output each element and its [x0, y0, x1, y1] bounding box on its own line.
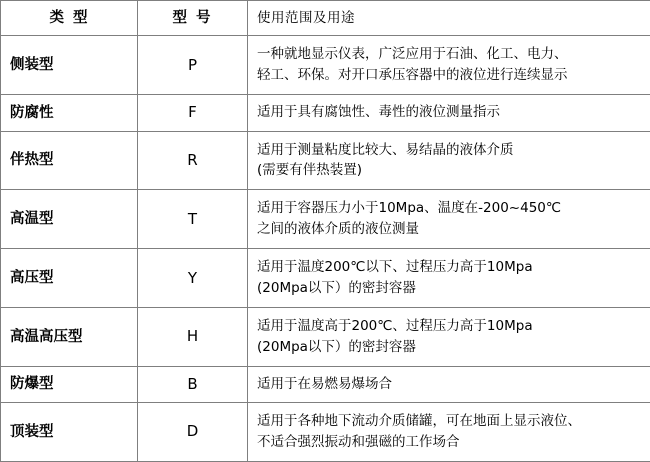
- row-type-label: 高压型: [1, 259, 137, 297]
- row-type-label: 顶装型: [1, 413, 137, 451]
- description-line: 轻工、环保。对开口承压容器中的液位进行连续显示: [257, 65, 644, 86]
- row-description-cell: [248, 131, 650, 190]
- row-description-cell: [248, 366, 650, 402]
- row-description-text: [248, 403, 650, 461]
- row-description-text: [248, 190, 650, 248]
- row-description-cell: [248, 190, 650, 249]
- row-model-cell: [138, 249, 248, 308]
- row-model-cell: [138, 95, 248, 131]
- table-row: [1, 190, 650, 249]
- row-model-label: T: [138, 200, 247, 239]
- description-line: (20Mpa以下）的密封容器: [257, 278, 644, 299]
- table-row: [1, 403, 650, 462]
- row-model-cell: [138, 403, 248, 462]
- row-type-cell: [1, 190, 138, 249]
- row-model-cell: [138, 190, 248, 249]
- description-line: 适用于测量粘度比较大、易结晶的液体介质: [257, 140, 644, 161]
- row-type-label: 高温型: [1, 200, 137, 238]
- row-description-text: [248, 249, 650, 307]
- row-model-label: R: [138, 141, 247, 180]
- description-line: 适用于具有腐蚀性、毒性的液位测量指示: [257, 102, 644, 123]
- description-line: 不适合强烈振动和强磁的工作场合: [257, 432, 644, 453]
- row-model-label: Y: [138, 259, 247, 298]
- row-type-label: 高温高压型: [1, 318, 137, 356]
- row-description-cell: [248, 403, 650, 462]
- row-type-cell: [1, 36, 138, 95]
- row-type-label: 伴热型: [1, 141, 137, 179]
- table-row: [1, 36, 650, 95]
- row-model-cell: [138, 36, 248, 95]
- row-type-cell: [1, 403, 138, 462]
- row-model-label: F: [138, 95, 247, 130]
- row-type-label: 侧装型: [1, 46, 137, 84]
- row-model-cell: [138, 366, 248, 402]
- description-line: 适用于容器压力小于10Mpa、温度在-200~450℃: [257, 198, 644, 219]
- row-type-cell: [1, 131, 138, 190]
- row-model-label: P: [138, 46, 247, 85]
- row-type-label: 防腐性: [1, 96, 137, 130]
- table-row: [1, 366, 650, 402]
- row-model-label: D: [138, 412, 247, 451]
- header-label-model: 型 号: [138, 1, 247, 35]
- header-cell-model: [138, 1, 248, 36]
- row-description-cell: [248, 36, 650, 95]
- description-line: (20Mpa以下）的密封容器: [257, 337, 644, 358]
- description-line: 之间的液体介质的液位测量: [257, 219, 644, 240]
- row-description-cell: [248, 308, 650, 367]
- description-line: 适用于在易燃易爆场合: [257, 374, 644, 395]
- row-type-cell: [1, 366, 138, 402]
- header-label-type: 类 型: [1, 1, 137, 35]
- description-line: (需要有伴热装置): [257, 160, 644, 181]
- description-line: 一种就地显示仪表，广泛应用于石油、化工、电力、: [257, 44, 644, 65]
- row-model-cell: [138, 308, 248, 367]
- row-description-text: [248, 308, 650, 366]
- header-cell-type: [1, 1, 138, 36]
- description-line: 适用于温度高于200℃、过程压力高于10Mpa: [257, 316, 644, 337]
- row-type-cell: [1, 95, 138, 131]
- row-model-label: B: [138, 367, 247, 402]
- header-cell-description: [248, 1, 650, 36]
- row-description-text: [248, 96, 650, 129]
- row-description-cell: [248, 95, 650, 131]
- table-row: [1, 131, 650, 190]
- row-description-text: [248, 368, 650, 401]
- description-line: 适用于温度200℃以下、过程压力高于10Mpa: [257, 257, 644, 278]
- description-line: 适用于各种地下流动介质储罐，可在地面上显示液位、: [257, 411, 644, 432]
- row-type-cell: [1, 308, 138, 367]
- header-label-description: 使用范围及用途: [248, 2, 650, 35]
- table-row: [1, 249, 650, 308]
- row-description-cell: [248, 249, 650, 308]
- row-type-cell: [1, 249, 138, 308]
- row-model-cell: [138, 131, 248, 190]
- table-body: [1, 1, 650, 462]
- table-header-row: [1, 1, 650, 36]
- row-description-text: [248, 36, 650, 94]
- row-description-text: [248, 132, 650, 190]
- table-row: [1, 308, 650, 367]
- row-type-label: 防爆型: [1, 367, 137, 401]
- table-row: [1, 95, 650, 131]
- row-model-label: H: [138, 317, 247, 356]
